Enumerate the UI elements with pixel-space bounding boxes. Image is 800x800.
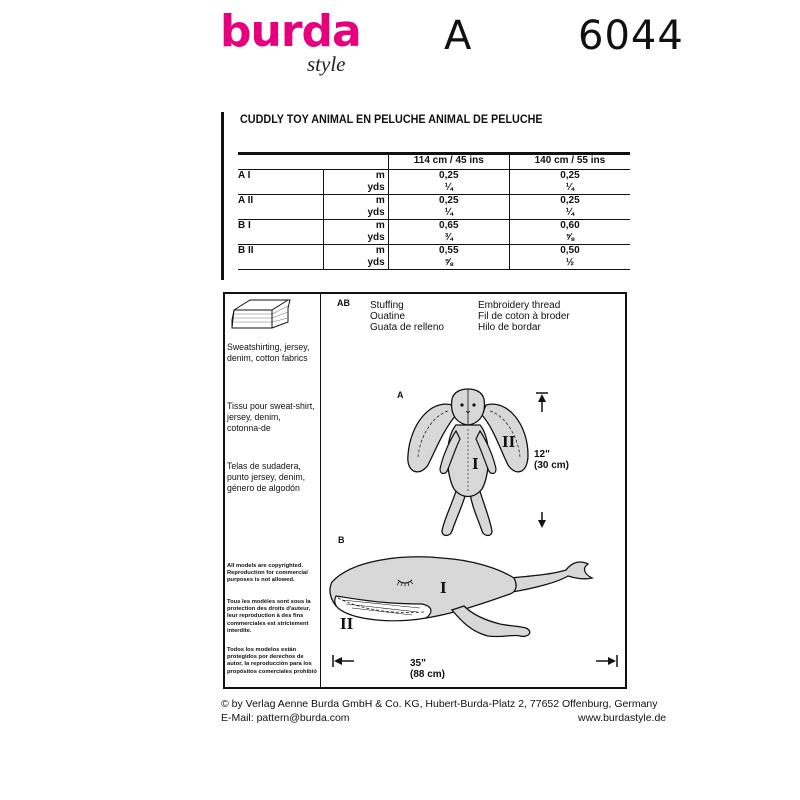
- copyright-notice-es: Todos los modelos están protegidos por derechos de autor, la reproducción para los propósitos comerciales prohibió: [227, 647, 317, 675]
- table-row: [238, 182, 630, 195]
- view-b-label: B: [338, 535, 345, 545]
- page-title: CUDDLY TOY ANIMAL EN PELUCHE ANIMAL DE PELUCHE: [240, 112, 543, 126]
- table-row: [238, 170, 630, 183]
- table-cell: 0,55: [388, 245, 509, 258]
- brand-logo-subtitle: style: [307, 52, 346, 76]
- footer-copyright: © by Verlag Aenne Burda GmbH & Co. KG, Hubert-Burda-Platz 2, 77652 Offenburg, Germany: [221, 698, 658, 710]
- notions-list-1: [370, 300, 444, 333]
- table-cell: 0,25: [388, 170, 509, 183]
- notion-item: Hilo de bordar: [478, 322, 541, 333]
- piece-label-b-i: I: [440, 578, 447, 597]
- table-row: [238, 245, 630, 258]
- view-a-label: A: [397, 390, 404, 400]
- unit-label: yds: [323, 182, 388, 195]
- dimension-metric: (88 cm): [410, 669, 446, 680]
- notion-item: Ouatine: [370, 311, 406, 322]
- notion-item: Stuffing: [370, 300, 404, 311]
- table-row: [238, 232, 630, 245]
- footer-website[interactable]: www.burdastyle.de: [578, 712, 667, 724]
- view-a-dimension: [534, 449, 569, 471]
- notion-item: Guata de relleno: [370, 322, 444, 333]
- size-label: A II: [238, 195, 254, 206]
- unit-label: yds: [323, 207, 388, 220]
- fabric-text-fr: Tissu pour sweat-shirt, jersey, denim, cotonna-de: [227, 401, 315, 434]
- dimension-metric: (30 cm): [534, 460, 570, 471]
- piece-label-a-ii: II: [502, 432, 516, 451]
- notion-item: Embroidery thread: [478, 300, 561, 311]
- column-header-114: 114 cm / 45 ins: [388, 153, 509, 170]
- view-letter: A: [444, 13, 472, 59]
- table-cell: 0,25: [509, 195, 630, 208]
- copyright-notice-fr: Tous les modèles sont sous la protection des droits d'auteur, leur reproduction à des fins commerciales est strictement interdite.: [227, 599, 311, 634]
- dimension-imperial: 35": [410, 658, 426, 669]
- table-cell: 0,50: [509, 245, 630, 258]
- pattern-number: 6044: [578, 13, 684, 59]
- table-cell: 0,65: [388, 220, 509, 233]
- table-cell: ¾: [388, 232, 509, 245]
- piece-label-a-i: I: [472, 454, 479, 473]
- notions-label: AB: [337, 298, 350, 308]
- table-cell: ¼: [388, 182, 509, 195]
- piece-label-b-ii: II: [340, 614, 354, 633]
- table-cell: 0,60: [509, 220, 630, 233]
- fabric-text-es: Telas de sudadera, punto jersey, denim, género de algodón: [227, 461, 306, 494]
- dimension-imperial: 12": [534, 449, 550, 460]
- brand-logo: burda: [220, 6, 361, 57]
- unit-label: m: [323, 170, 388, 183]
- copyright-notice-en: All models are copyrighted. Reproduction for commercial purposes is not allowed.: [227, 563, 308, 584]
- unit-label: yds: [323, 232, 388, 245]
- table-cell: 0,25: [388, 195, 509, 208]
- unit-label: yds: [323, 257, 388, 270]
- table-row: [238, 207, 630, 220]
- unit-label: m: [323, 195, 388, 208]
- yardage-table: [238, 153, 630, 270]
- table-row: [238, 257, 630, 270]
- column-header-140: 140 cm / 55 ins: [509, 153, 630, 170]
- notions-list-2: [478, 300, 570, 333]
- table-cell: ⅝: [509, 232, 630, 245]
- size-label: B I: [238, 220, 251, 231]
- table-cell: ¼: [509, 182, 630, 195]
- unit-label: m: [323, 245, 388, 258]
- section-bar: [221, 112, 224, 280]
- table-cell: 0,25: [509, 170, 630, 183]
- whale-illustration: [322, 548, 622, 658]
- footer-email[interactable]: E-Mail: pattern@burda.com: [221, 712, 350, 724]
- fabric-text-en: Sweatshirting, jersey, denim, cotton fabrics: [227, 342, 310, 364]
- table-cell: ¼: [509, 207, 630, 220]
- unit-label: m: [323, 220, 388, 233]
- notion-item: Fil de coton à broder: [478, 311, 570, 322]
- view-b-dimension: [410, 658, 445, 680]
- table-cell: ⅝: [388, 257, 509, 270]
- bunny-illustration: [400, 385, 540, 545]
- size-label: A I: [238, 170, 251, 181]
- table-cell: ¼: [388, 207, 509, 220]
- table-row: [238, 195, 630, 208]
- fabric-swatch-icon: [228, 296, 294, 332]
- table-cell: ½: [509, 257, 630, 270]
- length-arrows-icon: [330, 655, 620, 669]
- size-label: B II: [238, 245, 254, 256]
- table-row: [238, 220, 630, 233]
